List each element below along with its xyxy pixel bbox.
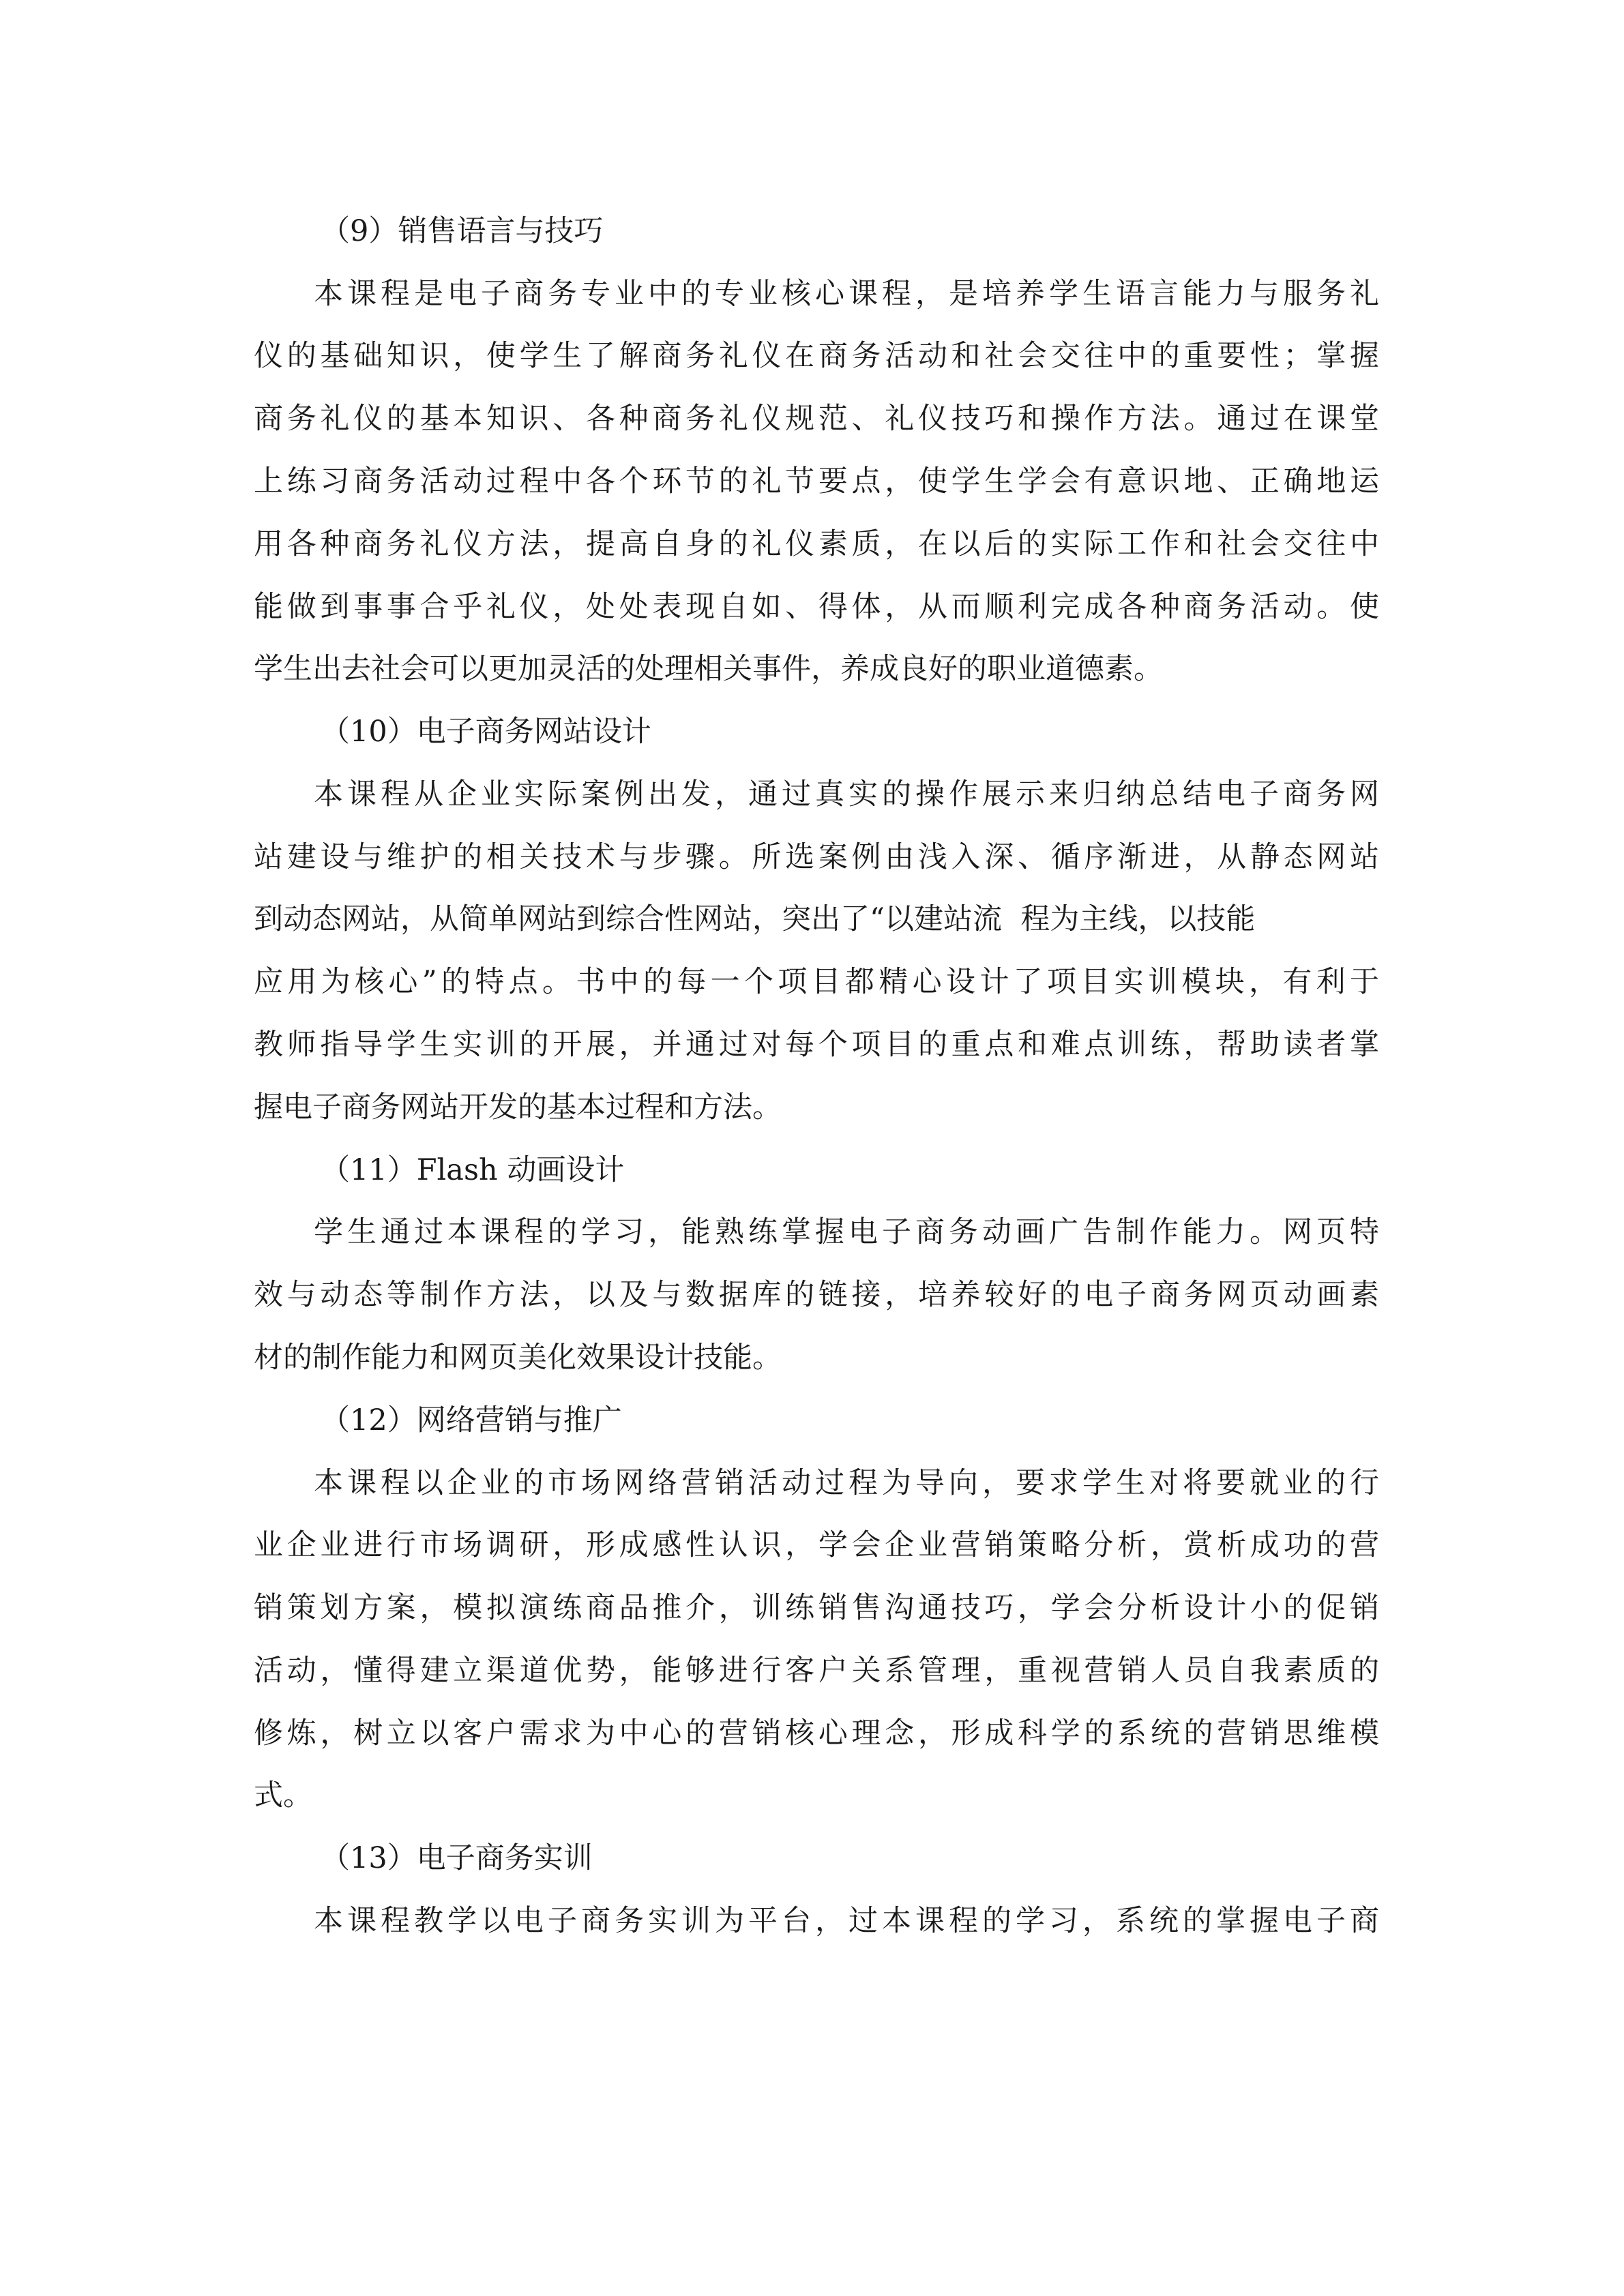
paragraph-line: 教师指导学生实训的开展，并通过对每个项目的重点和难点训练，帮助读者掌 <box>254 1028 1379 1062</box>
section-heading: （13）电子商务实训 <box>321 1841 593 1875</box>
paragraph-line: 能做到事事合乎礼仪，处处表现自如、得体，从而顺利完成各种商务活动。使 <box>254 590 1379 624</box>
paragraph-line: 本课程以企业的市场网络营销活动过程为导向，要求学生对将要就业的行 <box>314 1466 1379 1500</box>
paragraph-line: 修炼，树立以客户需求为中心的营销核心理念，形成科学的系统的营销思维模 <box>254 1716 1379 1750</box>
paragraph-line: 本课程从企业实际案例出发，通过真实的操作展示来归纳总结电子商务网 <box>314 777 1379 811</box>
section-heading: （12）网络营销与推广 <box>321 1403 622 1437</box>
paragraph-line: 商务礼仪的基本知识、各种商务礼仪规范、礼仪技巧和操作方法。通过在课堂 <box>254 402 1379 436</box>
section-heading: （10）电子商务网站设计 <box>321 715 651 749</box>
paragraph-line: 本课程教学以电子商务实训为平台，过本课程的学习，系统的掌握电子商 <box>314 1904 1379 1938</box>
paragraph-line: 式。 <box>254 1778 312 1813</box>
paragraph-line: 销策划方案，模拟演练商品推介，训练销售沟通技巧，学会分析设计小的促销 <box>254 1591 1379 1625</box>
section-heading: （9）销售语言与技巧 <box>321 214 604 248</box>
paragraph-line: 握电子商务网站开发的基本过程和方法。 <box>254 1090 782 1124</box>
paragraph-line: 材的制作能力和网页美化效果设计技能。 <box>254 1341 782 1375</box>
paragraph-line: 学生通过本课程的学习，能熟练掌握电子商务动画广告制作能力。网页特 <box>314 1215 1379 1249</box>
paragraph-line: 站建设与维护的相关技术与步骤。所选案例由浅入深、循序渐进，从静态网站 <box>254 840 1379 874</box>
paragraph-line: 用各种商务礼仪方法，提高自身的礼仪素质，在以后的实际工作和社会交往中 <box>254 527 1379 561</box>
paragraph-line: 学生出去社会可以更加灵活的处理相关事件，养成良好的职业道德素。 <box>254 652 1163 686</box>
paragraph-line: 仪的基础知识，使学生了解商务礼仪在商务活动和社会交往中的重要性；掌握 <box>254 339 1379 373</box>
section-heading: （11）Flash 动画设计 <box>321 1153 625 1187</box>
paragraph-line: 到动态网站，从简单网站到综合性网站，突出了“以建站流 程为主线，以技能 <box>254 902 1256 936</box>
paragraph-line: 业企业进行市场调研，形成感性认识，学会企业营销策略分析，赏析成功的营 <box>254 1528 1379 1562</box>
paragraph-line: 活动，懂得建立渠道优势，能够进行客户关系管理，重视营销人员自我素质的 <box>254 1654 1379 1688</box>
paragraph-line: 上练习商务活动过程中各个环节的礼节要点，使学生学会有意识地、正确地运 <box>254 464 1379 498</box>
paragraph-line: 效与动态等制作方法，以及与数据库的链接，培养较好的电子商务网页动画素 <box>254 1278 1379 1312</box>
paragraph-line: 本课程是电子商务专业中的专业核心课程，是培养学生语言能力与服务礼 <box>314 277 1379 311</box>
paragraph-line: 应用为核心”的特点。书中的每一个项目都精心设计了项目实训模块，有利于 <box>254 965 1379 999</box>
